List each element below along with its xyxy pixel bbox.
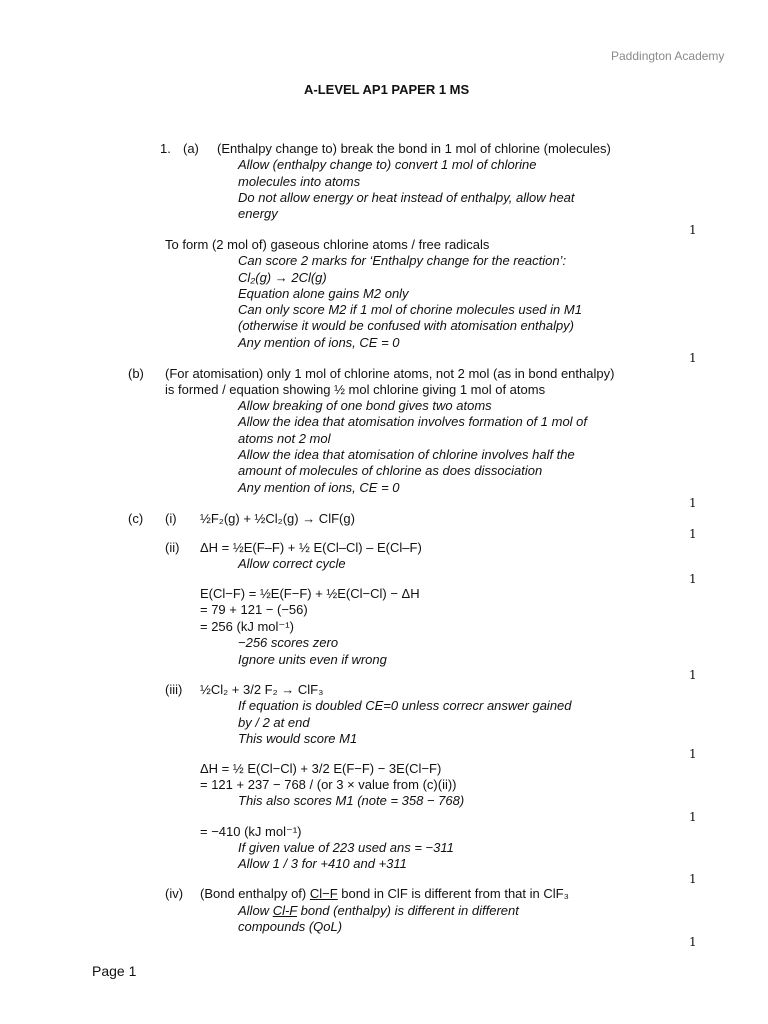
note-line: Allow the idea that atomisation of chlorine involves half the bbox=[238, 447, 575, 462]
calculation-line: = −410 (kJ mol⁻¹) bbox=[200, 824, 302, 839]
mark-indicator: 1 bbox=[689, 935, 697, 949]
subpart-label-ii: (ii) bbox=[165, 540, 180, 555]
answer-text: (Bond enthalpy of) bbox=[200, 886, 310, 901]
answer-b-line: is formed / equation showing ½ mol chlorine giving 1 mol of atoms bbox=[165, 382, 546, 397]
subpart-label-iii: (iii) bbox=[165, 682, 183, 697]
part-label-b: (b) bbox=[128, 366, 144, 381]
answer-text: bond in ClF is different from that in ClF₃ bbox=[337, 886, 569, 901]
mark-indicator: 1 bbox=[689, 810, 697, 824]
subpart-label-i: (i) bbox=[165, 511, 177, 526]
note-line: Allow (enthalpy change to) convert 1 mol of chlorine bbox=[238, 157, 537, 172]
note-line: −256 scores zero bbox=[238, 635, 339, 650]
mark-indicator: 1 bbox=[689, 572, 697, 586]
calculation-line: = 121 + 237 − 768 / (or 3 × value from (c)(ii)) bbox=[200, 777, 457, 792]
note-line: If given value of 223 used ans = −311 bbox=[238, 840, 454, 855]
note-line: Allow breaking of one bond gives two atoms bbox=[238, 398, 492, 413]
mark-indicator: 1 bbox=[689, 223, 697, 237]
note-line: Do not allow energy or heat instead of enthalpy, allow heat bbox=[238, 190, 575, 205]
note-line: Any mention of ions, CE = 0 bbox=[238, 480, 400, 495]
note-line: energy bbox=[238, 206, 278, 221]
calculation-line: = 79 + 121 − (−56) bbox=[200, 602, 308, 617]
note-line: This also scores M1 (note = 358 − 768) bbox=[238, 793, 465, 808]
calculation-line: ΔH = ½ E(Cl−Cl) + 3/2 E(F−F) − 3E(Cl−F) bbox=[200, 761, 442, 776]
calculation-line: = 256 (kJ mol⁻¹) bbox=[200, 619, 294, 634]
equation-line: Cl₂(g) → 2Cl(g) bbox=[238, 270, 327, 285]
equation-c-i: ½F₂(g) + ½Cl₂(g) → ClF(g) bbox=[200, 511, 355, 526]
note-line: Ignore units even if wrong bbox=[238, 652, 387, 667]
school-name: Paddington Academy bbox=[611, 49, 725, 63]
note-line: by / 2 at end bbox=[238, 715, 310, 730]
note-line: Equation alone gains M2 only bbox=[238, 286, 409, 301]
note-line: (otherwise it would be confused with atomisation enthalpy) bbox=[238, 318, 575, 333]
note-line: If equation is doubled CE=0 unless correcr answer gained bbox=[238, 698, 572, 713]
equation-line: ½Cl₂ + 3/2 F₂ → ClF₃ bbox=[200, 682, 324, 697]
note-line: atoms not 2 mol bbox=[238, 431, 331, 446]
note-line: Allow 1 / 3 for +410 and +311 bbox=[238, 856, 407, 871]
note-line: compounds (QoL) bbox=[238, 919, 343, 934]
mark-indicator: 1 bbox=[689, 747, 697, 761]
document-title: A-LEVEL AP1 PAPER 1 MS bbox=[304, 82, 470, 97]
page-number: Page 1 bbox=[92, 963, 137, 979]
underlined-term: Cl-F bbox=[272, 903, 297, 918]
note-line: Can only score M2 if 1 mol of chorine molecules used in M1 bbox=[238, 302, 582, 317]
note-line: This would score M1 bbox=[238, 731, 358, 746]
answer-a-1: (Enthalpy change to) break the bond in 1 mol of chlorine (molecules) bbox=[217, 141, 611, 156]
answer-b-line: (For atomisation) only 1 mol of chlorine atoms, not 2 mol (as in bond enthalpy) bbox=[165, 366, 615, 381]
question-number: 1. bbox=[160, 141, 171, 156]
note-text: Allow bbox=[238, 903, 273, 918]
mark-indicator: 1 bbox=[689, 668, 697, 682]
subpart-label-iv: (iv) bbox=[165, 886, 184, 901]
note-line bbox=[238, 903, 519, 919]
note-line: Any mention of ions, CE = 0 bbox=[238, 335, 400, 350]
mark-indicator: 1 bbox=[689, 527, 697, 541]
note-line: Can score 2 marks for ‘Enthalpy change for the reaction’: bbox=[238, 253, 567, 268]
mark-indicator: 1 bbox=[689, 872, 697, 886]
mark-indicator: 1 bbox=[689, 496, 697, 510]
answer-c-iv bbox=[200, 886, 569, 902]
equation-line: ΔH = ½E(F–F) + ½ E(Cl–Cl) – E(Cl–F) bbox=[200, 540, 422, 555]
note-line: Allow correct cycle bbox=[238, 556, 346, 571]
underlined-term: Cl−F bbox=[309, 886, 338, 901]
note-text: bond (enthalpy) is different in different bbox=[297, 903, 519, 918]
note-line: molecules into atoms bbox=[238, 174, 361, 189]
part-label-c: (c) bbox=[128, 511, 144, 526]
note-line: Allow the idea that atomisation involves formation of 1 mol of bbox=[238, 414, 588, 429]
note-line: amount of molecules of chlorine as does dissociation bbox=[238, 463, 543, 478]
mark-indicator: 1 bbox=[689, 351, 697, 365]
part-label-a: (a) bbox=[183, 141, 199, 156]
calculation-line: E(Cl−F) = ½E(F−F) + ½E(Cl−Cl) − ΔH bbox=[200, 586, 420, 601]
answer-a-2: To form (2 mol of) gaseous chlorine atoms / free radicals bbox=[165, 237, 490, 252]
